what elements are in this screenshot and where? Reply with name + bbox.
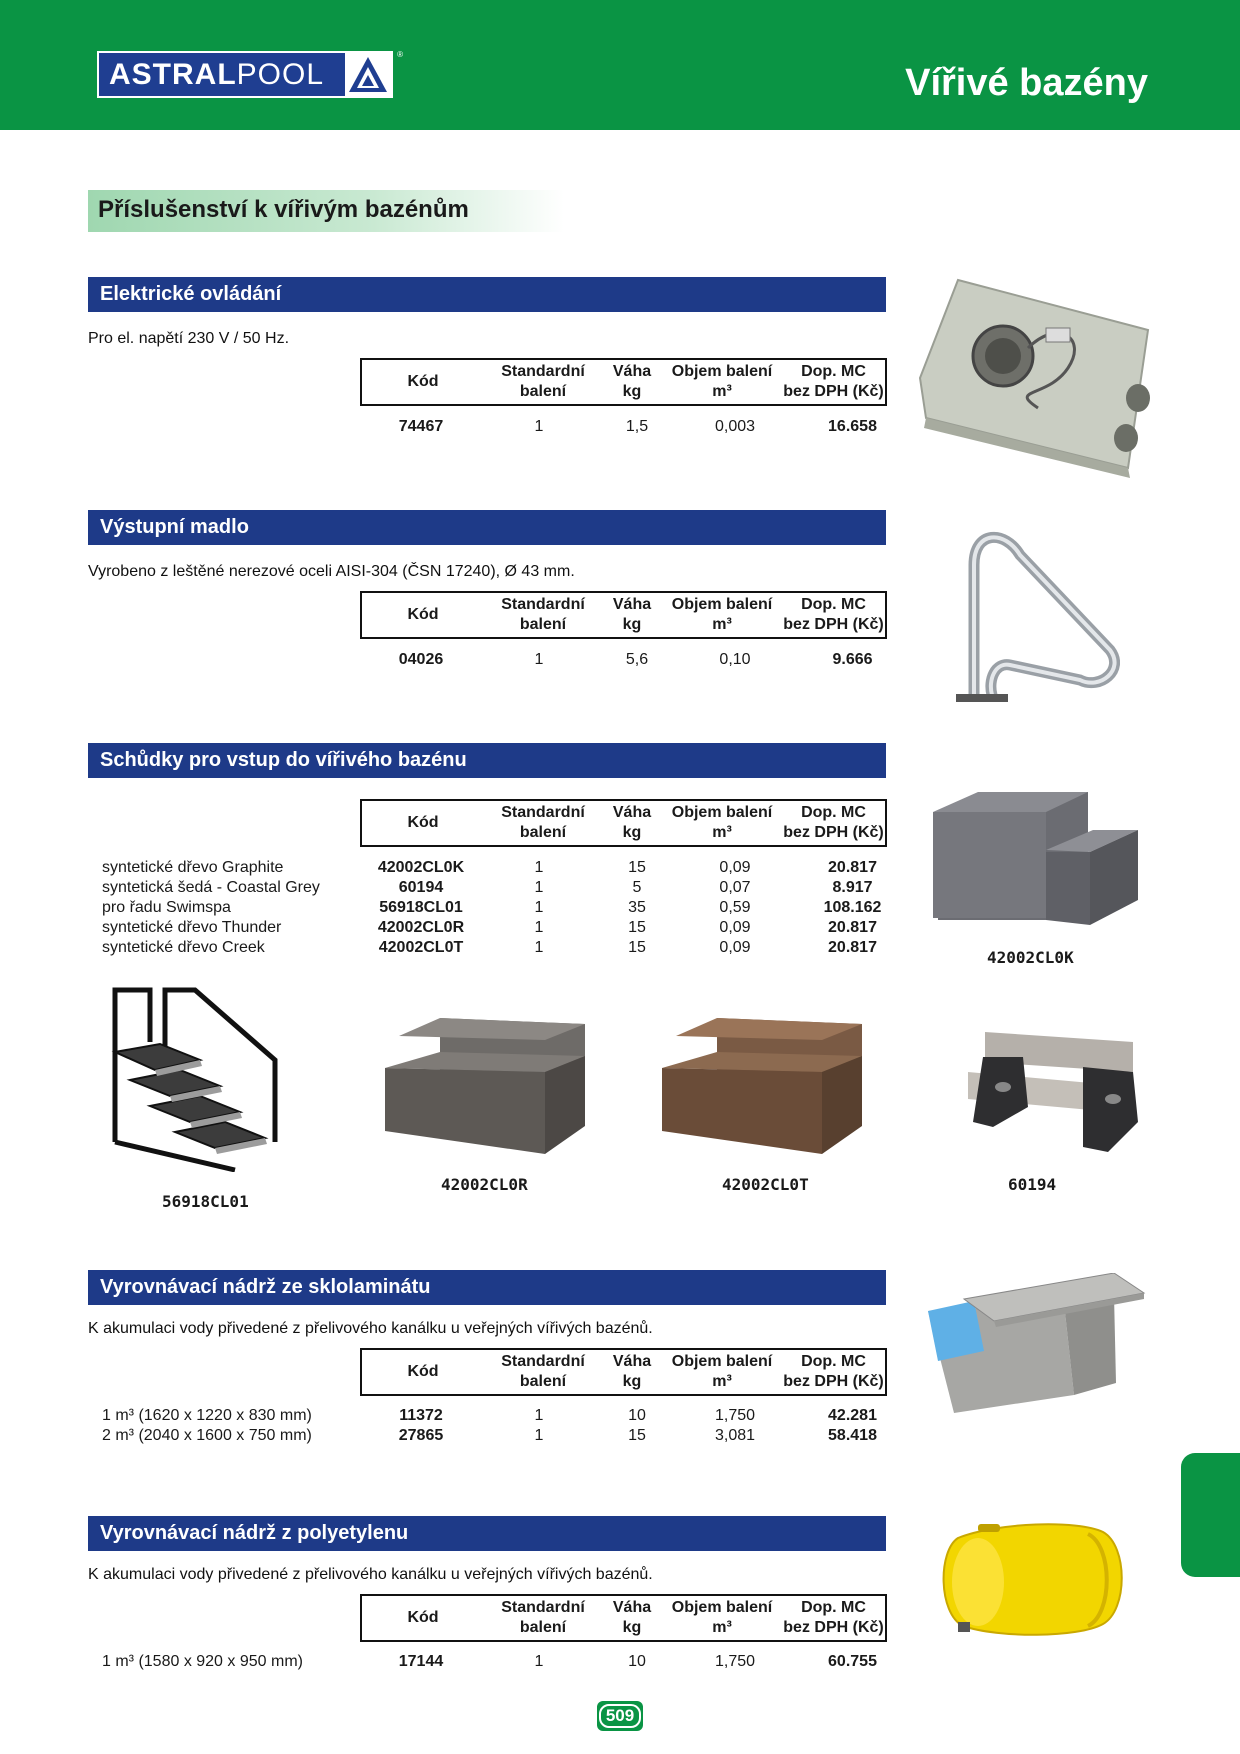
col-obj-2: m³ bbox=[712, 824, 732, 841]
col-obj-1: Objem balení bbox=[671, 1599, 773, 1616]
steps-creek-image bbox=[662, 1016, 867, 1159]
col-std-1: Standardní bbox=[501, 596, 585, 613]
row-price: 20.817 bbox=[828, 859, 877, 876]
row-obj: 0,07 bbox=[719, 879, 751, 896]
caption-swimspa: 56918CL01 bbox=[162, 1192, 249, 1211]
col-vaha-2: kg bbox=[622, 824, 642, 841]
col-mc-2: bez DPH (Kč) bbox=[783, 1373, 884, 1390]
product-title-control: Elektrické ovládání bbox=[88, 277, 886, 312]
row-price: 60.755 bbox=[828, 1653, 877, 1670]
row-std: 1 bbox=[534, 651, 544, 668]
col-std-2: balení bbox=[519, 383, 567, 400]
row-vaha: 1,5 bbox=[625, 418, 649, 435]
row-price: 108.162 bbox=[823, 899, 882, 916]
row-vaha: 5,6 bbox=[625, 651, 649, 668]
table-row bbox=[88, 1406, 888, 1426]
row-vaha: 10 bbox=[628, 1407, 646, 1424]
section-title: Příslušenství k vířivým bazénům bbox=[88, 190, 564, 232]
col-mc-1: Dop. MC bbox=[801, 596, 866, 613]
row-price: 42.281 bbox=[828, 1407, 877, 1424]
row-obj: 1,750 bbox=[714, 1653, 756, 1670]
row-label: syntetické dřevo Creek bbox=[102, 939, 265, 956]
table-row bbox=[88, 898, 888, 918]
col-obj-1: Objem balení bbox=[671, 596, 773, 613]
col-mc-2: bez DPH (Kč) bbox=[783, 1619, 884, 1636]
col-obj-1: Objem balení bbox=[671, 1353, 773, 1370]
row-kod: 56918CL01 bbox=[379, 899, 463, 916]
astralpool-logo bbox=[97, 50, 403, 98]
table-row bbox=[88, 417, 888, 437]
row-price: 16.658 bbox=[828, 418, 877, 435]
product-title-handrail: Výstupní madlo bbox=[88, 510, 886, 545]
col-std-1: Standardní bbox=[501, 363, 585, 380]
table-header-polyethylene-tank bbox=[360, 1594, 887, 1642]
polyethylene-tank-image bbox=[938, 1518, 1123, 1648]
col-vaha-2: kg bbox=[622, 1619, 642, 1636]
row-label: pro řadu Swimspa bbox=[102, 899, 231, 916]
row-kod: 74467 bbox=[398, 418, 444, 435]
col-kod: Kód bbox=[407, 1363, 439, 1380]
col-obj-1: Objem balení bbox=[671, 363, 773, 380]
row-vaha: 15 bbox=[628, 919, 646, 936]
row-vaha: 15 bbox=[628, 859, 646, 876]
col-obj-2: m³ bbox=[712, 1373, 732, 1390]
col-obj-2: m³ bbox=[712, 383, 732, 400]
product-description-handrail: Vyrobeno z leštěné nerezové oceli AISI-304 (ČSN 17240), Ø 43 mm. bbox=[88, 563, 575, 580]
row-std: 1 bbox=[534, 1407, 544, 1424]
col-mc-2: bez DPH (Kč) bbox=[783, 824, 884, 841]
col-mc-1: Dop. MC bbox=[801, 804, 866, 821]
col-mc-2: bez DPH (Kč) bbox=[783, 616, 884, 633]
product-title-fiberglass-tank: Vyrovnávací nádrž ze sklolaminátu bbox=[88, 1270, 886, 1305]
row-std: 1 bbox=[534, 1653, 544, 1670]
caption-grey: 60194 bbox=[1008, 1175, 1057, 1194]
product-title-polyethylene-tank: Vyrovnávací nádrž z polyetylenu bbox=[88, 1516, 886, 1551]
table-row bbox=[88, 858, 888, 878]
product-description-fiberglass-tank: K akumulaci vody přivedené z přelivového kanálku u veřejných vířivých bazénů. bbox=[88, 1320, 653, 1337]
row-label: syntetické dřevo Thunder bbox=[102, 919, 282, 936]
col-vaha-2: kg bbox=[622, 383, 642, 400]
caption-creek: 42002CL0T bbox=[722, 1175, 809, 1194]
table-row bbox=[88, 878, 888, 898]
table-row bbox=[88, 1426, 888, 1446]
row-kod: 42002CL0R bbox=[377, 919, 465, 936]
col-vaha-1: Váha bbox=[612, 804, 652, 821]
col-std-2: balení bbox=[519, 824, 567, 841]
row-obj: 0,59 bbox=[719, 899, 751, 916]
logo-triangle-icon bbox=[345, 53, 391, 96]
col-std-2: balení bbox=[519, 1373, 567, 1390]
row-obj: 0,10 bbox=[719, 651, 751, 668]
row-obj: 0,003 bbox=[714, 418, 756, 435]
col-obj-2: m³ bbox=[712, 1619, 732, 1636]
col-vaha-1: Váha bbox=[612, 1353, 652, 1370]
logo-text-bold: ASTRAL bbox=[109, 57, 237, 91]
product-title-steps: Schůdky pro vstup do vířivého bazénu bbox=[88, 743, 886, 778]
table-row bbox=[88, 938, 888, 958]
row-obj: 1,750 bbox=[714, 1407, 756, 1424]
steps-grey-image bbox=[963, 1027, 1138, 1162]
row-kod: 60194 bbox=[398, 879, 444, 896]
row-vaha: 35 bbox=[628, 899, 646, 916]
col-vaha-2: kg bbox=[622, 616, 642, 633]
table-row bbox=[88, 650, 888, 670]
fiberglass-tank-image bbox=[924, 1273, 1146, 1418]
col-mc-2: bez DPH (Kč) bbox=[783, 383, 884, 400]
table-row bbox=[88, 1652, 888, 1672]
row-price: 20.817 bbox=[828, 919, 877, 936]
side-tab-marker bbox=[1181, 1453, 1240, 1577]
row-label: 1 m³ (1620 x 1220 x 830 mm) bbox=[102, 1407, 312, 1424]
row-label: syntetické dřevo Graphite bbox=[102, 859, 284, 876]
table-header-control bbox=[360, 358, 887, 406]
col-std-1: Standardní bbox=[501, 804, 585, 821]
col-vaha-1: Váha bbox=[612, 596, 652, 613]
col-mc-1: Dop. MC bbox=[801, 1353, 866, 1370]
col-obj-2: m³ bbox=[712, 616, 732, 633]
row-std: 1 bbox=[534, 919, 544, 936]
row-price: 20.817 bbox=[828, 939, 877, 956]
row-std: 1 bbox=[534, 418, 544, 435]
row-label: syntetická šedá - Coastal Grey bbox=[102, 879, 320, 896]
row-std: 1 bbox=[534, 859, 544, 876]
row-kod: 27865 bbox=[398, 1427, 444, 1444]
col-std-2: balení bbox=[519, 616, 567, 633]
logo-text-light: POOL bbox=[236, 57, 325, 91]
row-std: 1 bbox=[534, 879, 544, 896]
row-kod: 04026 bbox=[398, 651, 444, 668]
product-description-polyethylene-tank: K akumulaci vody přivedené z přelivového kanálku u veřejných vířivých bazénů. bbox=[88, 1566, 653, 1583]
col-vaha-2: kg bbox=[622, 1373, 642, 1390]
row-label: 1 m³ (1580 x 920 x 950 mm) bbox=[102, 1653, 303, 1670]
col-kod: Kód bbox=[407, 373, 439, 390]
table-header-fiberglass-tank bbox=[360, 1348, 887, 1396]
col-obj-1: Objem balení bbox=[671, 804, 773, 821]
row-std: 1 bbox=[534, 899, 544, 916]
control-box-image bbox=[918, 278, 1150, 483]
steps-graphite-image bbox=[928, 790, 1138, 930]
row-label: 2 m³ (2040 x 1600 x 750 mm) bbox=[102, 1427, 312, 1444]
row-obj: 0,09 bbox=[719, 859, 751, 876]
col-std-1: Standardní bbox=[501, 1599, 585, 1616]
logo-registered-mark: ® bbox=[397, 50, 403, 59]
col-vaha-1: Váha bbox=[612, 1599, 652, 1616]
caption-graphite: 42002CL0K bbox=[987, 948, 1074, 967]
page-number bbox=[597, 1701, 643, 1731]
table-header-handrail bbox=[360, 591, 887, 639]
row-obj: 0,09 bbox=[719, 939, 751, 956]
row-kod: 42002CL0T bbox=[378, 939, 464, 956]
handrail-image bbox=[950, 510, 1120, 710]
row-vaha: 10 bbox=[628, 1653, 646, 1670]
page-number-text: 509 bbox=[599, 1704, 641, 1728]
row-std: 1 bbox=[534, 939, 544, 956]
row-kod: 42002CL0K bbox=[377, 859, 465, 876]
col-kod: Kód bbox=[407, 606, 439, 623]
row-obj: 0,09 bbox=[719, 919, 751, 936]
col-std-1: Standardní bbox=[501, 1353, 585, 1370]
row-vaha: 15 bbox=[628, 939, 646, 956]
col-vaha-1: Váha bbox=[612, 363, 652, 380]
col-kod: Kód bbox=[407, 814, 439, 831]
row-std: 1 bbox=[534, 1427, 544, 1444]
col-kod: Kód bbox=[407, 1609, 439, 1626]
page-title: Vířivé bazény bbox=[905, 62, 1148, 104]
row-kod: 17144 bbox=[398, 1653, 444, 1670]
row-price: 58.418 bbox=[828, 1427, 877, 1444]
row-obj: 3,081 bbox=[714, 1427, 756, 1444]
steps-thunder-image bbox=[385, 1016, 590, 1159]
row-vaha: 15 bbox=[628, 1427, 646, 1444]
caption-thunder: 42002CL0R bbox=[441, 1175, 528, 1194]
col-std-2: balení bbox=[519, 1619, 567, 1636]
table-row bbox=[88, 918, 888, 938]
col-mc-1: Dop. MC bbox=[801, 1599, 866, 1616]
row-price: 9.666 bbox=[832, 651, 873, 668]
row-price: 8.917 bbox=[832, 879, 873, 896]
row-kod: 11372 bbox=[399, 1407, 443, 1424]
col-mc-1: Dop. MC bbox=[801, 363, 866, 380]
steps-swimspa-image bbox=[105, 982, 280, 1177]
table-header-steps bbox=[360, 799, 887, 847]
product-description-control: Pro el. napětí 230 V / 50 Hz. bbox=[88, 330, 290, 347]
row-vaha: 5 bbox=[632, 879, 642, 896]
